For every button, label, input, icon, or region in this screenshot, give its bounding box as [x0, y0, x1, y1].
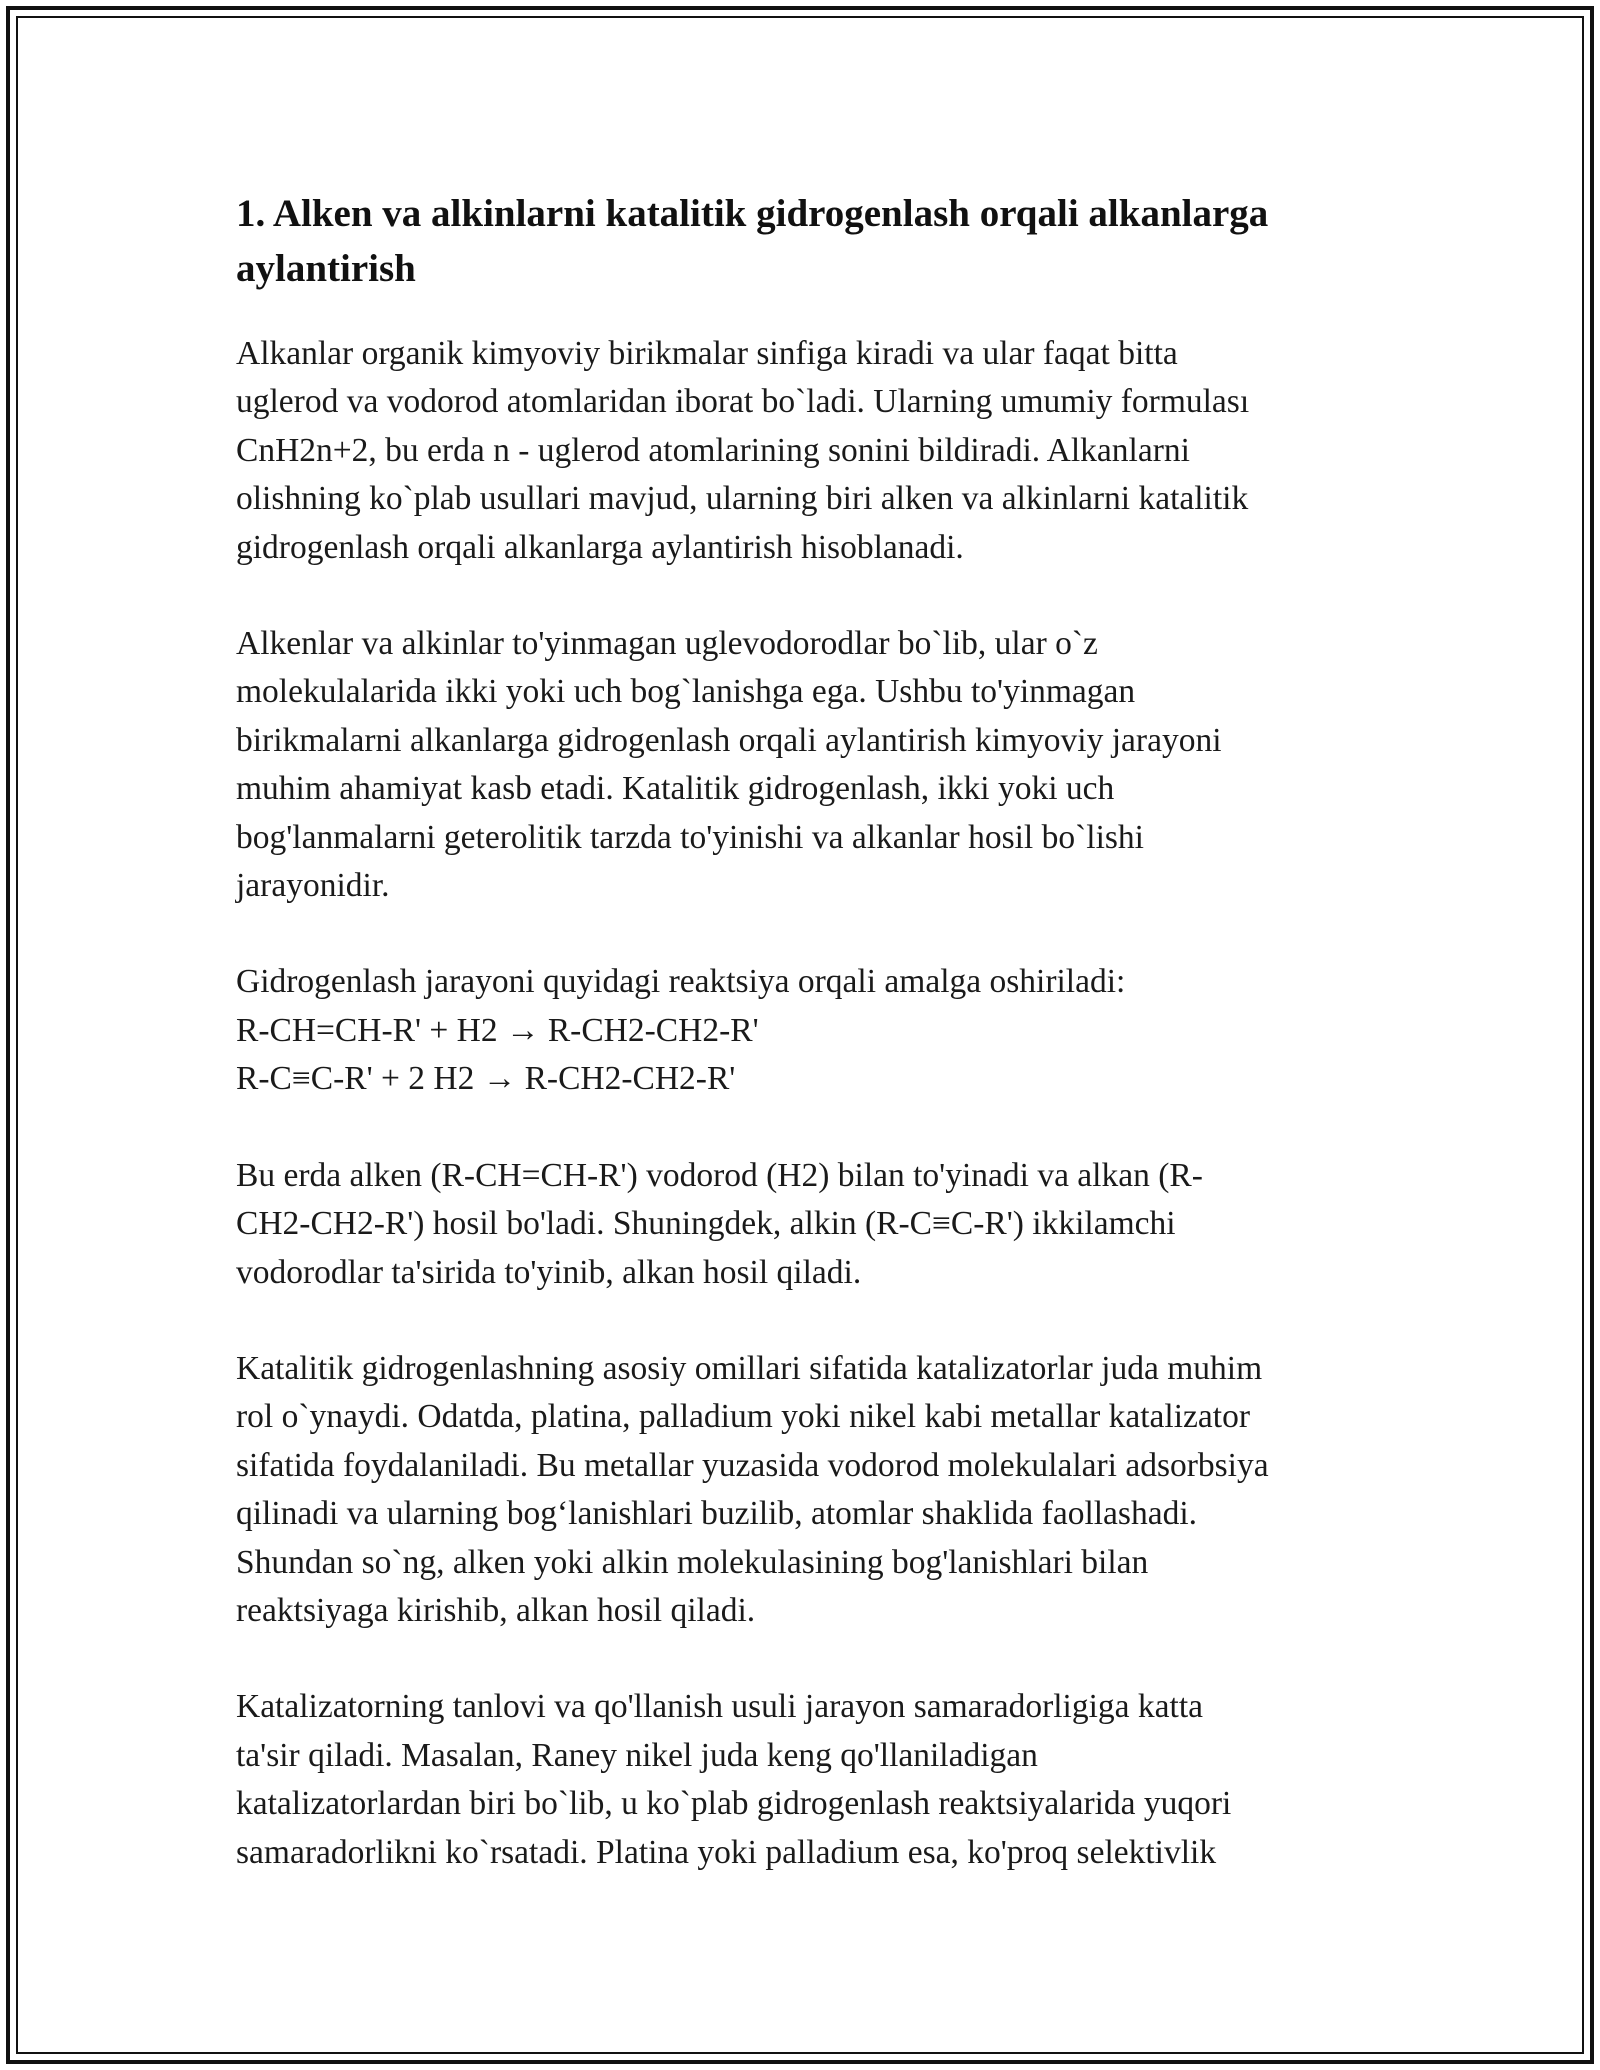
title-line: 1. Alken va alkinlarni katalitik gidrogenlash orqali alkanlarga — [236, 192, 1269, 235]
text-line: olishning ko`plab usullari mavjud, ularning biri alken va alkinlarni katalitik — [236, 480, 1249, 518]
text-line: Katalizatorning tanlovi va qo'llanish usuli jarayon samaradorligiga katta — [236, 1688, 1204, 1726]
document-body — [236, 186, 1376, 1925]
text-line: CnH2n+2, bu erda n - uglerod atomlarining sonini bildiradi. Alkanlarni — [236, 431, 1190, 469]
text-line: reaktsiyaga kirishib, alkan hosil qiladi. — [236, 1591, 756, 1629]
equation-alkin: R-C≡C-R' + 2 H2 → R-CH2-CH2-R' — [236, 1060, 736, 1098]
text-line: ta'sir qiladi. Masalan, Raney nikel juda keng qo'llaniladigan — [236, 1736, 1038, 1774]
text-line: Bu erda alken (R-CH=CH-R') vodorod (H2) bilan to'yinadi va alkan (R- — [236, 1156, 1203, 1194]
equation-alken: R-CH=CH-R' + H2 → R-CH2-CH2-R' — [236, 1011, 759, 1049]
text-line: rol o`ynaydi. Odatda, platina, palladium yoki nikel kabi metallar katalizator — [236, 1398, 1250, 1436]
paragraph-catalyst-choice — [236, 1683, 1376, 1877]
paragraph-alkanlar-intro — [236, 330, 1376, 572]
paragraph-reaction-equations — [236, 958, 1376, 1103]
text-line: bog'lanmalarni geterolitik tarzda to'yinishi va alkanlar hosil bo`lishi — [236, 818, 1144, 856]
text-line: molekulalarida ikki yoki uch bog`lanishga ega. Ushbu to'yinmagan — [236, 673, 1136, 711]
text-line: Alkanlar organik kimyoviy birikmalar sinfiga kiradi va ular faqat bitta — [236, 335, 1178, 372]
text-line: jarayonidir. — [236, 867, 390, 905]
text-line: uglerod va vodorod atomlaridan iborat bo`ladi. Ularning umumiy formulası — [236, 383, 1250, 421]
text-line: Gidrogenlash jarayoni quyidagi reaktsiya orqali amalga oshiriladi: — [236, 963, 1126, 1001]
text-line: CH2-CH2-R') hosil bo'ladi. Shuningdek, alkin (R-C≡C-R') ikkilamchi — [236, 1205, 1176, 1243]
paragraph-explanation — [236, 1152, 1376, 1297]
text-line: Katalitik gidrogenlashning asosiy omillari sifatida katalizatorlar juda muhim — [236, 1349, 1263, 1387]
text-line: sifatida foydalaniladi. Bu metallar yuzasida vodorod molekulalari adsorbsiya — [236, 1446, 1269, 1484]
text-line: katalizatorlardan biri bo`lib, u ko`plab gidrogenlash reaktsiyalarida yuqori — [236, 1785, 1232, 1823]
text-line: gidrogenlash orqali alkanlarga aylantirish hisoblanadi. — [236, 528, 964, 566]
text-line: Shundan so`ng, alken yoki alkin molekulasining bog'lanishlari bilan — [236, 1543, 1149, 1581]
text-line: muhim ahamiyat kasb etadi. Katalitik gidrogenlash, ikki yoki uch — [236, 770, 1115, 808]
paragraph-catalysts — [236, 1345, 1376, 1635]
title-line: aylantirish — [236, 247, 416, 290]
text-line: birikmalarni alkanlarga gidrogenlash orqali aylantirish kimyoviy jarayoni — [236, 721, 1222, 759]
section-title — [236, 186, 1376, 296]
text-line: vodorodlar ta'sirida to'yinib, alkan hosil qiladi. — [236, 1253, 862, 1291]
text-line: Alkenlar va alkinlar to'yinmagan uglevodorodlar bo`lib, ular o`z — [236, 625, 1098, 663]
text-line: qilinadi va ularning bog‘lanishlari buzilib, atomlar shaklida faollashadi. — [236, 1495, 1198, 1533]
text-line: samaradorlikni ko`rsatadi. Platina yoki palladium esa, ko'proq selektivlik — [236, 1833, 1217, 1871]
paragraph-alkenlar-alkinlar — [236, 620, 1376, 910]
